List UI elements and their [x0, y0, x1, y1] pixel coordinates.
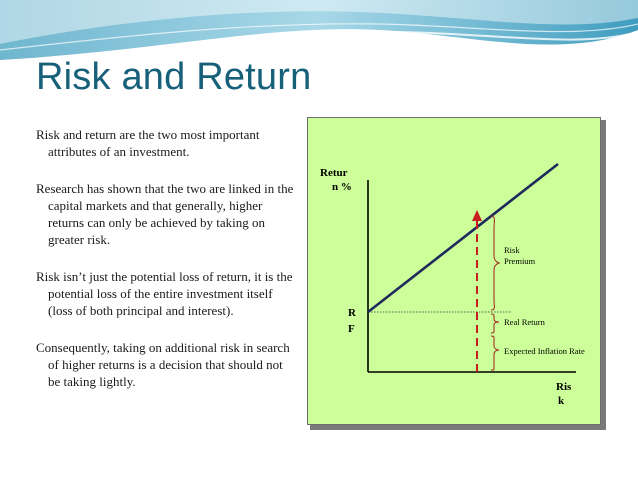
brace-expected-inflation	[491, 336, 499, 370]
paragraph: Risk and return are the two most important attributes of an investment.	[36, 127, 260, 159]
risk-premium-label-line: Risk	[504, 245, 520, 255]
rf-label-line: R	[348, 307, 356, 319]
body-text	[36, 126, 298, 410]
rf-label-line: F	[348, 323, 355, 335]
risk-return-line	[368, 164, 558, 312]
brace-risk-premium	[491, 216, 499, 310]
risk-return-chart	[307, 117, 606, 430]
real-return-label: Real Return	[504, 317, 545, 327]
paragraph: Consequently, taking on additional risk in search of higher returns is a decision that should not be taking lightly.	[36, 340, 290, 389]
x-axis-label-line: k	[558, 395, 565, 407]
chart-svg	[308, 118, 602, 426]
risk-premium-label-line: Premium	[504, 256, 536, 266]
paragraph: Risk isn’t just the potential loss of return, it is the potential loss of the entire investment itself (loss of both principal and interest).	[36, 269, 293, 318]
y-axis-label-line: Retur	[320, 167, 348, 179]
expected-inflation-label: Expected Inflation Rate	[504, 346, 585, 356]
brace-real-return	[491, 314, 499, 333]
paragraph: Research has shown that the two are linked in the capital markets and that generally, higher returns can only be achieved by taking on greater risk.	[36, 181, 294, 247]
chart-panel	[307, 117, 601, 425]
slide-title: Risk and Return	[36, 56, 312, 98]
arrow-up-icon	[472, 210, 482, 221]
y-axis-label-line: n %	[332, 181, 352, 193]
x-axis-label-line: Ris	[556, 381, 572, 393]
